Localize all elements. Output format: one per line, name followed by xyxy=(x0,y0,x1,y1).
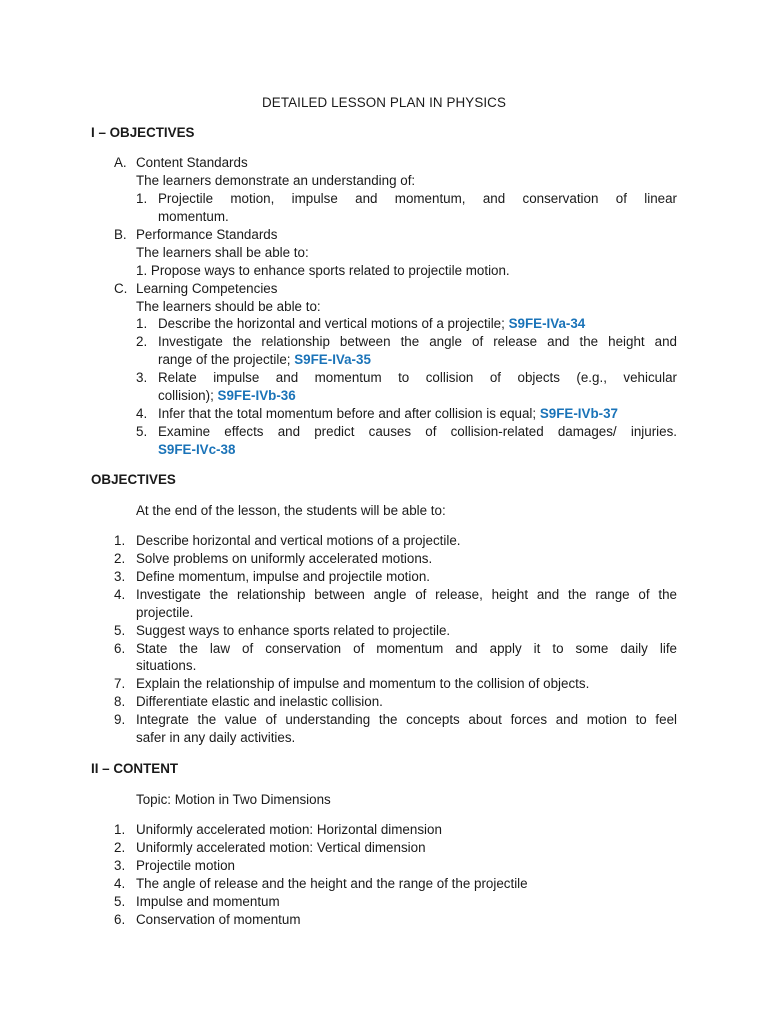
content-standards-label: Content Standards xyxy=(136,155,248,170)
topic-line: Topic: Motion in Two Dimensions xyxy=(136,792,331,807)
competency-item: Examine effects and predict causes of collision-related damages/ injuries. xyxy=(158,424,677,439)
list-number: 9. xyxy=(114,712,126,727)
item-letter-b: B. xyxy=(114,227,127,242)
item-letter-a: A. xyxy=(114,155,127,170)
competency-item-cont: range of the projectile; S9FE-IVa-35 xyxy=(158,352,371,367)
competency-code: S9FE-IVc-38 xyxy=(158,442,236,457)
objective-item: State the law of conservation of momentum and apply it to some daily life xyxy=(136,641,677,656)
learning-competencies-intro: The learners should be able to: xyxy=(136,299,321,314)
section-objectives-heading: I – OBJECTIVES xyxy=(91,125,195,140)
list-number: 1. xyxy=(114,533,126,548)
competency-item: Relate impulse and momentum to collision of objects (e.g., vehicular xyxy=(158,370,677,385)
list-number: 4. xyxy=(114,876,126,891)
competency-item-cont: collision); S9FE-IVb-36 xyxy=(158,388,296,403)
content-item: Uniformly accelerated motion: Horizontal dimension xyxy=(136,822,442,837)
page-title: DETAILED LESSON PLAN IN PHYSICS xyxy=(262,95,506,110)
content-item: The angle of release and the height and the range of the projectile xyxy=(136,876,528,891)
list-number: 6. xyxy=(114,912,126,927)
objective-item: Suggest ways to enhance sports related to projectile. xyxy=(136,623,451,638)
objective-item: Define momentum, impulse and projectile motion. xyxy=(136,569,430,584)
learning-competencies-label: Learning Competencies xyxy=(136,281,278,296)
objective-item: Describe horizontal and vertical motions of a projectile. xyxy=(136,533,461,548)
objective-item: Integrate the value of understanding the concepts about forces and motion to feel xyxy=(136,712,677,727)
competency-code: S9FE-IVb-36 xyxy=(217,388,296,403)
content-item: Impulse and momentum xyxy=(136,894,280,909)
list-number: 2. xyxy=(114,840,126,855)
list-number: 2. xyxy=(136,334,148,349)
list-number: 5. xyxy=(136,424,148,439)
objective-item: Investigate the relationship between angle of release, height and the range of the xyxy=(136,587,677,602)
list-number: 1. xyxy=(136,191,148,206)
objectives-intro: At the end of the lesson, the students will be able to: xyxy=(136,503,446,518)
list-item-text: Projectile motion, impulse and momentum, and conservation of linear xyxy=(158,191,677,206)
list-item-text: momentum. xyxy=(158,209,229,224)
objective-item-cont: safer in any daily activities. xyxy=(136,730,296,745)
list-number: 7. xyxy=(114,676,126,691)
content-item: Projectile motion xyxy=(136,858,235,873)
list-number: 3. xyxy=(136,370,148,385)
list-number: 5. xyxy=(114,623,126,638)
competency-code: S9FE-IVb-37 xyxy=(539,406,618,421)
competency-item: Describe the horizontal and vertical motions of a projectile; S9FE-IVa-34 xyxy=(158,316,586,331)
objective-item: Explain the relationship of impulse and momentum to the collision of objects. xyxy=(136,676,590,691)
performance-standards-label: Performance Standards xyxy=(136,227,278,242)
competency-item: Infer that the total momentum before and after collision is equal; S9FE-IVb-37 xyxy=(158,406,618,421)
list-number: 3. xyxy=(114,569,126,584)
content-standards-intro: The learners demonstrate an understanding of: xyxy=(136,173,416,188)
objective-item-cont: projectile. xyxy=(136,605,194,620)
objective-item-cont: situations. xyxy=(136,658,197,673)
item-letter-c: C. xyxy=(114,281,128,296)
list-number: 6. xyxy=(114,641,126,656)
list-number: 2. xyxy=(114,551,126,566)
list-number: 1. xyxy=(114,822,126,837)
list-number: 3. xyxy=(114,858,126,873)
list-number: 8. xyxy=(114,694,126,709)
performance-standards-item: 1. Propose ways to enhance sports related to projectile motion. xyxy=(136,263,510,278)
competency-code: S9FE-IVa-34 xyxy=(508,316,586,331)
objective-item: Differentiate elastic and inelastic collision. xyxy=(136,694,383,709)
competency-item: Investigate the relationship between the angle of release and the height and xyxy=(158,334,677,349)
list-number: 4. xyxy=(136,406,148,421)
objectives-heading: OBJECTIVES xyxy=(91,472,176,487)
performance-standards-intro: The learners shall be able to: xyxy=(136,245,309,260)
list-number: 5. xyxy=(114,894,126,909)
objective-item: Solve problems on uniformly accelerated motions. xyxy=(136,551,433,566)
list-number: 1. xyxy=(136,316,148,331)
content-item: Uniformly accelerated motion: Vertical dimension xyxy=(136,840,426,855)
content-item: Conservation of momentum xyxy=(136,912,301,927)
content-heading: II – CONTENT xyxy=(91,761,179,776)
list-number: 4. xyxy=(114,587,126,602)
competency-code: S9FE-IVa-35 xyxy=(294,352,371,367)
